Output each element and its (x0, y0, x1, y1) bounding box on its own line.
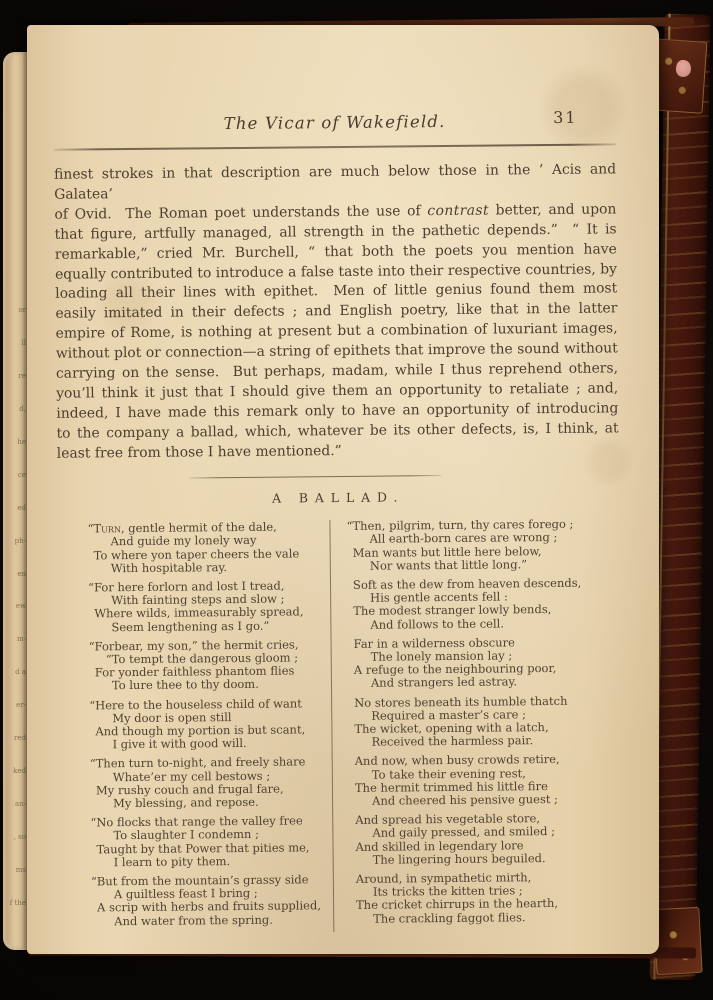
verse-line: Required a master’s care ; (371, 706, 527, 723)
prose-line: empire of Rome, is nothing at present but a combination of luxuriant images, (55, 320, 618, 343)
stanza (90, 813, 328, 869)
page-edge-fragment: en (17, 569, 26, 578)
page-edge-fragment: ph- (14, 536, 26, 545)
verse-line: “To tempt the dangerous gloom ; (105, 650, 299, 667)
page-content (23, 22, 664, 935)
verse-line: The lingering hours beguiled. (372, 850, 546, 867)
header-rule (54, 143, 616, 150)
prose-line: carrying on the sense. But perhaps, madam, while I thus reprehend others, (55, 360, 619, 382)
verse-line: The wicket, opening with a latch, (354, 719, 549, 736)
verse-line: No stores beneath its humble thatch (354, 693, 568, 710)
stanza (354, 635, 621, 690)
page-edge-fragment: d, (19, 404, 26, 413)
verse-line: A guiltless feast I bring ; (113, 886, 258, 902)
verse-line: And though my portion is but scant, (95, 722, 306, 739)
verse-line: Its tricks the kitten tries ; (372, 883, 523, 899)
stanza (355, 811, 622, 866)
verse-line: And follows to the cell. (370, 615, 505, 632)
verse-line: To lure thee to thy doom. (111, 677, 259, 693)
prose-line: without plot or connection—a string of epithets that improve the sound without (55, 340, 618, 362)
stanza (346, 516, 619, 573)
verse-line: To slaughter I condemn ; (113, 827, 260, 843)
page-edge-fragment: ce (17, 470, 26, 479)
page-header (54, 107, 616, 139)
section-divider-rule (189, 475, 441, 479)
prose-line: equally contributed to introduce a false taste into their respective countries, by (54, 260, 618, 283)
prose-line: finest strokes in that description are much below those in the ‘ Acis and Galatea’ (53, 161, 617, 203)
verse-line: “Then turn to-night, and freely share (89, 754, 306, 771)
stanza (354, 694, 621, 749)
page-edge-fragment: ms (15, 865, 26, 874)
page-edge-fragment: or (18, 306, 26, 314)
page-edge-fragment: ked (13, 767, 26, 776)
verse-line: “No flocks that range the valley free (90, 813, 303, 830)
page-edge-fragment: d a (15, 668, 26, 677)
verse-line: I give it with good will. (112, 736, 247, 752)
verse-line: The hermit trimmed his little fire (354, 778, 548, 795)
verse-line: A refuge to the neighbouring poor, (353, 661, 557, 678)
stanza (355, 753, 622, 808)
verse-line: My rushy couch and frugal fare, (95, 781, 284, 798)
page-edge-fragment: ll (21, 338, 26, 347)
verse-line: Man wants but little here below, (352, 543, 542, 560)
book-page (27, 25, 659, 954)
prose-line: easily imitated in their defects ; and English poetry, like that in the latter (55, 300, 618, 323)
prose-line: you’ll think it just that I should give them an opportunity to retaliate ; and, (56, 380, 619, 402)
stanza (89, 695, 327, 752)
prose-line: least free from those I have mentioned.” (56, 442, 342, 462)
verse-line: And now, when busy crowds retire, (354, 752, 560, 769)
stanza (89, 754, 328, 811)
verse-line: And skilled in legendary lore (355, 837, 524, 854)
stanza (87, 519, 325, 575)
verse-line: The cricket chirrups in the hearth, (356, 896, 559, 913)
verse-line: “Here to the houseless child of want (89, 695, 302, 712)
prose-line: loading all their lines with epithet. Men of little genius found them most (55, 280, 618, 303)
page-edge-fragment: f the (9, 898, 26, 907)
page-edge-fragment: he (17, 437, 26, 446)
verse-line: And strangers led astray. (370, 674, 518, 691)
verse-line: For yonder faithless phantom flies (94, 663, 295, 680)
page-edge-fragment: an- (14, 800, 26, 809)
page-edge-fragment: m- (16, 635, 26, 644)
verse-line: To where yon taper cheers the vale (93, 545, 300, 562)
verse-line: Taught by that Power that pities me, (96, 839, 310, 856)
verse-line: With hospitable ray. (110, 559, 228, 575)
verse-line: Soft as the dew from heaven descends, (352, 575, 582, 592)
verse-line: Received the harmless pair. (371, 733, 534, 749)
verse-line: “Forbear, my son,” the hermit cries, (88, 637, 299, 654)
page-number: 31 (553, 107, 578, 127)
verse-line: With fainting steps and slow ; (111, 591, 285, 608)
verse-line: Around, in sympathetic mirth, (355, 870, 532, 886)
prose-line: of Ovid. The Roman poet understands the use of contrast better, and upon (54, 201, 617, 223)
verse-line: The lonely mansion lay ; (370, 648, 513, 664)
verse-line: My blessing, and repose. (113, 794, 259, 811)
verse-line: “For here forlorn and lost I tread, (88, 578, 285, 595)
prose-paragraph (54, 160, 619, 464)
stanza (90, 872, 329, 928)
verse-line: And water from the spring. (114, 912, 273, 928)
ballad-left-column (57, 520, 333, 934)
prose-line: indeed, I have made this remark only to have an opportunity of introducing (56, 400, 619, 422)
prose-line: remarkable,” cried Mr. Burchell, “ that both the poets you mention have (54, 240, 617, 263)
verse-line: Far in a wilderness obscure (353, 635, 515, 651)
verse-line: To take their evening rest, (371, 765, 526, 782)
verse-line: All earth-born cares are wrong ; (369, 530, 558, 547)
running-title: The Vicar of Wakefield. (223, 111, 446, 134)
prose-line: that figure, artfully managed, all strength in the pathetic depends.” “ It is (54, 221, 617, 243)
verse-line: The crackling faggot flies. (373, 909, 526, 926)
page-edge-fragment: ed (17, 503, 26, 512)
page-edge-fragments (10, 307, 26, 907)
verse-line: His gentle accents fell : (370, 589, 508, 605)
verse-line: “Turn, gentle hermit of the dale, (87, 519, 277, 536)
page-edge-fragment: red (14, 734, 26, 743)
ballad-right-column (329, 517, 623, 931)
page-edge-fragment: , so (13, 833, 26, 841)
verse-line: Nor wants that little long.” (369, 556, 528, 573)
page-edge-fragment: ew (15, 602, 26, 611)
stanza (353, 576, 620, 631)
page-edge-fragment: re (18, 371, 26, 380)
verse-line: “But from the mountain’s grassy side (90, 872, 309, 889)
verse-line: And guide my lonely way (110, 533, 257, 549)
verse-line: My door is open still (112, 709, 232, 725)
verse-line: Whate’er my cell bestows ; (112, 768, 271, 784)
verse-line: A scrip with herbs and fruits supplied, (97, 898, 322, 915)
page-edge-fragment: er- (16, 701, 26, 710)
verse-line: And cheered his pensive guest ; (372, 791, 559, 808)
verse-line: Where wilds, immeasurably spread, (94, 604, 304, 621)
ballad-heading: A BALLAD. (271, 489, 405, 506)
verse-line: And spread his vegetable store, (355, 811, 541, 828)
verse-line: Seem lengthening as I go.” (111, 618, 270, 634)
verse-line: I learn to pity them. (113, 853, 231, 869)
verse-line: The modest stranger lowly bends, (353, 602, 552, 619)
stanza (88, 637, 327, 693)
prose-line: to the company a ballad, which, whatever be its other defects, is, I think, at (56, 420, 619, 442)
stanza (356, 870, 623, 925)
verse-line: And gaily pressed, and smiled ; (372, 824, 556, 841)
verse-line: “Then, pilgrim, turn, thy cares forego ; (346, 516, 574, 534)
ballad-columns (57, 517, 623, 934)
stanza (88, 578, 326, 634)
